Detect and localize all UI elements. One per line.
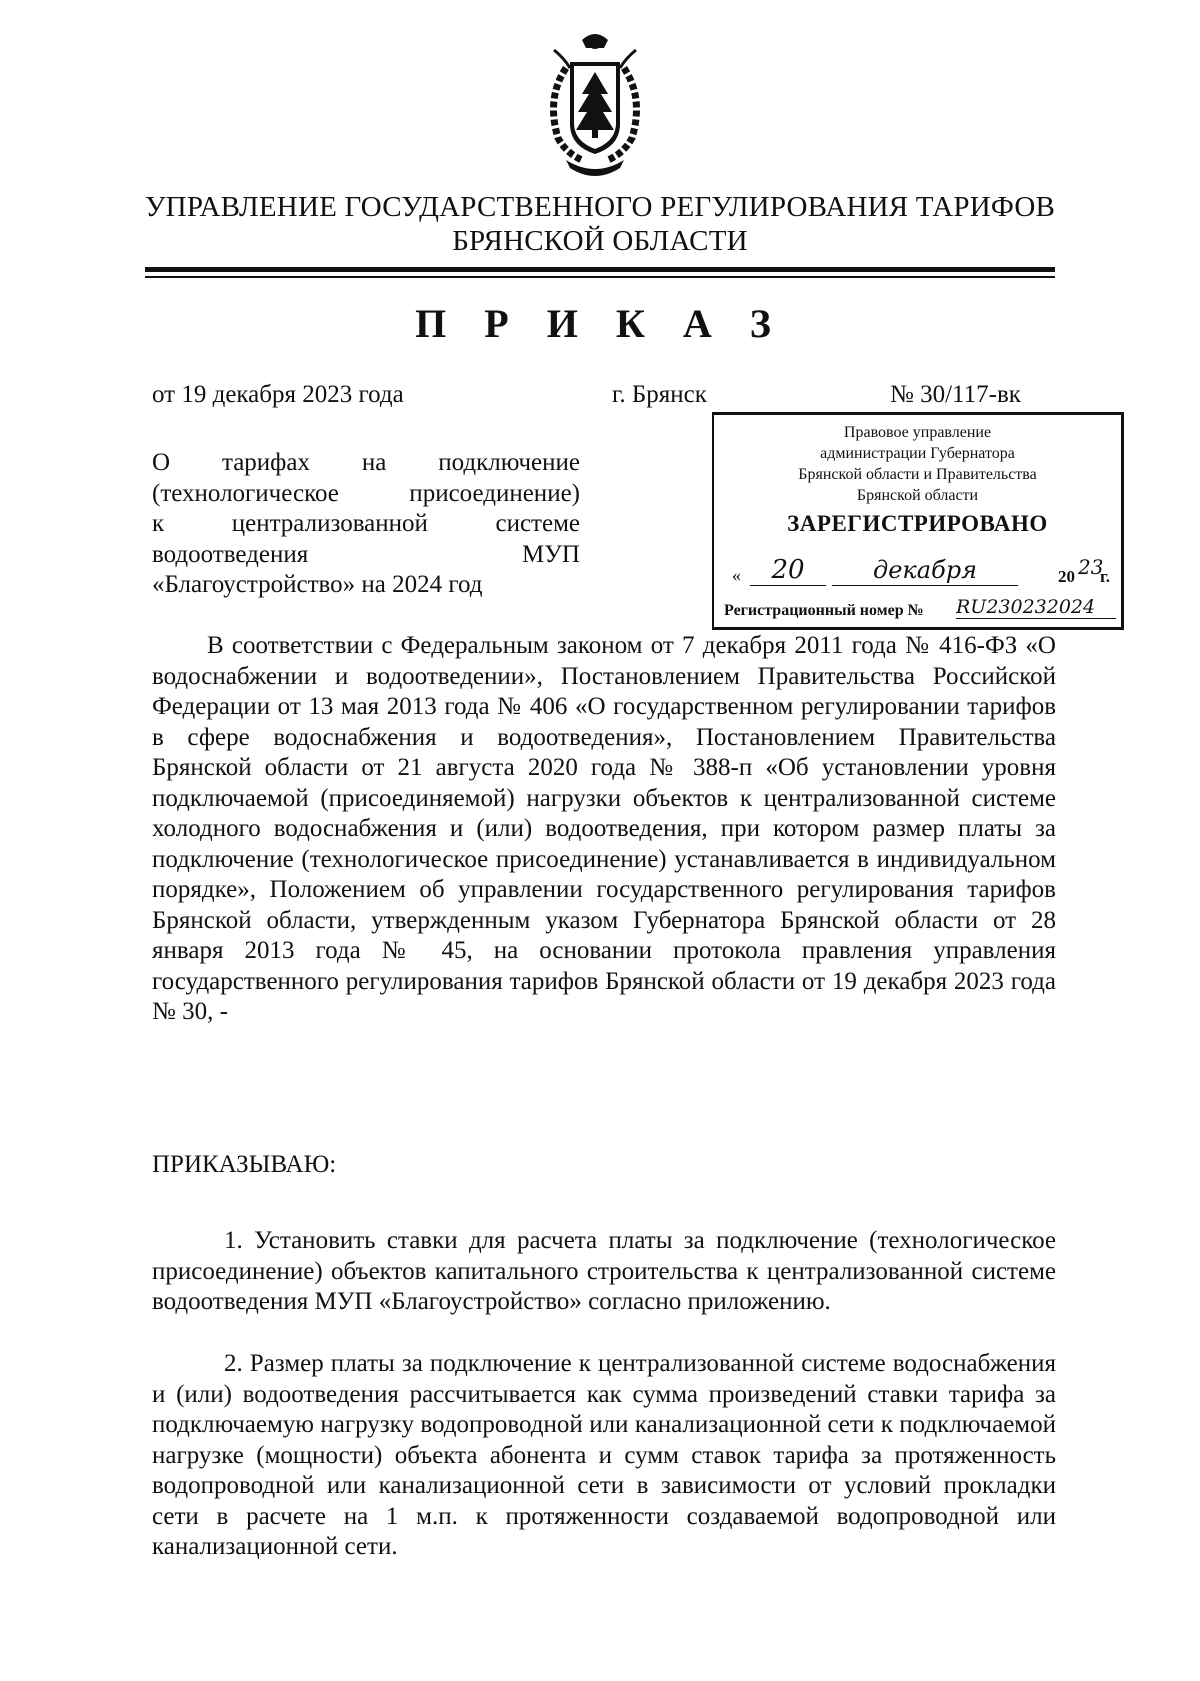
stamp-year-handwritten: 23 xyxy=(1078,555,1104,579)
stamp-registered-label: ЗАРЕГИСТРИРОВАНО xyxy=(787,511,1048,536)
preamble-paragraph: В соответствии с Федеральным законом от 7 декабря 2011 года № 416-ФЗ «О водоснабжении и водоотведении», Постановлением Правительства Российской Федерации от 13 мая 2013 года № 406 «О государственном регулировании тарифов в сфере водоснабжения и водоотведения», Постановлением Правительства Брянской области от 21 августа 2020 года № 388-п «Об установлении уровня подключаемой (присоединяемой) нагрузки объектов к централизованной системе холодного водоснабжения и (или) водоотведения, при котором размер платы за подключение (технологическое присоединение) устанавливается в индивидуальном порядке», Положением об управлении государственного регулирования тарифов Брянской области, утвержденным указом Губернатора Брянской области от 28 января 2013 года № 45, на основании протокола правления управления государственного регулирования тарифов Брянской области от 19 декабря 2023 года № 30, - xyxy=(152,632,1056,1025)
stamp-reg-number-label: Регистрационный номер № xyxy=(724,602,924,619)
stamp-line-3: Брянской области и Правительства xyxy=(798,466,1037,483)
stamp-month-handwritten: декабря xyxy=(832,555,1018,586)
subject-line: (технологическое присоединение) xyxy=(152,479,580,507)
stamp-quote-open: « xyxy=(732,565,741,585)
stamp-line-4: Брянской области xyxy=(856,487,979,504)
document-city: г. Брянск xyxy=(612,381,707,408)
order-item-2: 2. Размер платы за подключение к централизованной системе водоснабжения и (или) водоотведения рассчитывается как сумма произведений ставки тарифа за подключаемую нагрузку водопроводной или канализационной сети к подключаемой нагрузке (мощности) объекта абонента и сумм ставок тарифа за протяженность водопроводной или канализационной сети в зависимости от условий прокладки сети в расчете на 1 м.п. к протяженности создаваемой водопроводной или канализационной сети. xyxy=(152,1350,1056,1560)
registration-stamp xyxy=(712,412,1124,630)
order-item-1: 1. Установить ставки для расчета платы за подключение (технологическое присоединение) объектов капитального строительства к централизованной системе водоотведения МУП «Благоустройство» согласно приложению. xyxy=(152,1227,1056,1315)
stamp-year-prefix: 20 xyxy=(1058,567,1075,586)
header-rule-thick xyxy=(145,267,1055,272)
stamp-reg-number-handwritten: RU230232024 xyxy=(956,596,1116,619)
stamp-date-row xyxy=(726,555,1114,589)
subject-line: водоотведения МУП xyxy=(152,540,580,568)
subject-line: О тарифах на подключение xyxy=(152,449,580,476)
org-title-line2: БРЯНСКОЙ ОБЛАСТИ xyxy=(452,225,748,257)
org-title-line1: УПРАВЛЕНИЕ ГОСУДАРСТВЕННОГО РЕГУЛИРОВАНИЯ ТАРИФОВ xyxy=(144,191,1056,223)
document-subject xyxy=(152,448,580,601)
stamp-day-handwritten: 20 xyxy=(750,555,826,586)
document-number: № 30/117-вк xyxy=(890,381,1021,408)
coat-of-arms-icon xyxy=(536,28,654,178)
stamp-line-1: Правовое управление xyxy=(843,424,992,441)
document-date: от 19 декабря 2023 года xyxy=(152,381,404,408)
stamp-line-2: администрации Губернатора xyxy=(820,445,1015,462)
order-word: ПРИКАЗЫВАЮ: xyxy=(152,1151,337,1178)
subject-line: к централизованной системе xyxy=(152,510,580,537)
stamp-reg-number-row xyxy=(724,596,1116,624)
subject-line: «Благоустройство» на 2024 год xyxy=(152,571,483,598)
document-type-title: П Р И К А З xyxy=(415,301,785,346)
stamp-year-unit: г. xyxy=(1100,567,1111,586)
header-rule-thin xyxy=(145,276,1055,278)
